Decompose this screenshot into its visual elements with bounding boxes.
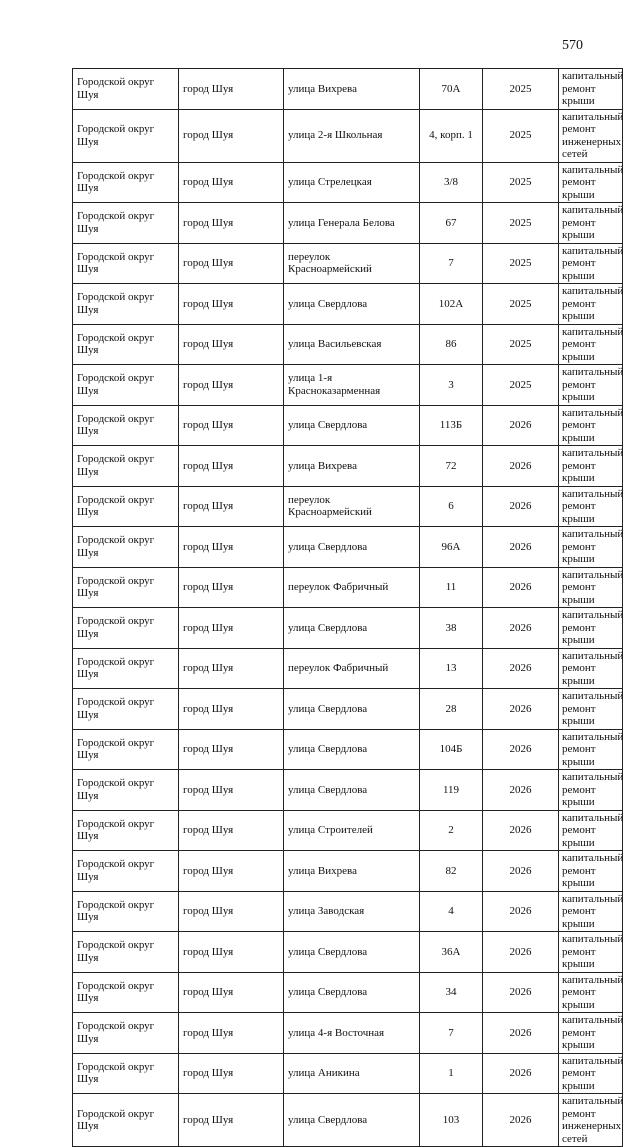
house-number-cell: 82: [420, 851, 483, 892]
house-number-cell: 6: [420, 486, 483, 527]
city-cell: город Шуя: [179, 567, 284, 608]
district-cell: Городской округ Шуя: [73, 324, 179, 365]
table-row: [73, 284, 623, 325]
district-cell: Городской округ Шуя: [73, 972, 179, 1013]
house-number-cell: 102А: [420, 284, 483, 325]
table-row: [73, 162, 623, 203]
district-cell: Городской округ Шуя: [73, 1013, 179, 1054]
table-row: [73, 365, 623, 406]
city-cell: город Шуя: [179, 243, 284, 284]
district-cell: Городской округ Шуя: [73, 203, 179, 244]
street-cell: улица Заводская: [284, 891, 420, 932]
city-cell: город Шуя: [179, 689, 284, 730]
street-cell: улица Вихрева: [284, 69, 420, 110]
work-type-cell: капитальный ремонт инженерных сетей: [559, 1094, 623, 1147]
city-cell: город Шуя: [179, 486, 284, 527]
district-cell: Городской округ Шуя: [73, 891, 179, 932]
page-number: 570: [562, 38, 583, 53]
work-type-cell: капитальный ремонт крыши: [559, 324, 623, 365]
city-cell: город Шуя: [179, 527, 284, 568]
city-cell: город Шуя: [179, 729, 284, 770]
year-cell: 2026: [483, 527, 559, 568]
district-cell: Городской округ Шуя: [73, 1053, 179, 1094]
table-row: [73, 608, 623, 649]
street-cell: улица Свердлова: [284, 932, 420, 973]
city-cell: город Шуя: [179, 203, 284, 244]
house-number-cell: 38: [420, 608, 483, 649]
house-number-cell: 86: [420, 324, 483, 365]
repair-schedule-table: [72, 68, 623, 1147]
table-row: [73, 770, 623, 811]
year-cell: 2026: [483, 1094, 559, 1147]
street-cell: переулок Фабричный: [284, 567, 420, 608]
district-cell: Городской округ Шуя: [73, 608, 179, 649]
city-cell: город Шуя: [179, 69, 284, 110]
street-cell: переулок Фабричный: [284, 648, 420, 689]
city-cell: город Шуя: [179, 109, 284, 162]
district-cell: Городской округ Шуя: [73, 851, 179, 892]
city-cell: город Шуя: [179, 446, 284, 487]
house-number-cell: 113Б: [420, 405, 483, 446]
house-number-cell: 2: [420, 810, 483, 851]
city-cell: город Шуя: [179, 324, 284, 365]
table-row: [73, 891, 623, 932]
year-cell: 2026: [483, 851, 559, 892]
table-row: [73, 324, 623, 365]
work-type-cell: капитальный ремонт крыши: [559, 243, 623, 284]
year-cell: 2025: [483, 69, 559, 110]
house-number-cell: 104Б: [420, 729, 483, 770]
street-cell: улица Свердлова: [284, 972, 420, 1013]
table-row: [73, 972, 623, 1013]
house-number-cell: 13: [420, 648, 483, 689]
house-number-cell: 28: [420, 689, 483, 730]
year-cell: 2026: [483, 446, 559, 487]
district-cell: Городской округ Шуя: [73, 932, 179, 973]
work-type-cell: капитальный ремонт крыши: [559, 608, 623, 649]
table-row: [73, 810, 623, 851]
city-cell: город Шуя: [179, 162, 284, 203]
work-type-cell: капитальный ремонт крыши: [559, 810, 623, 851]
street-cell: улица Стрелецкая: [284, 162, 420, 203]
table-row: [73, 446, 623, 487]
work-type-cell: капитальный ремонт крыши: [559, 162, 623, 203]
table-row: [73, 1053, 623, 1094]
house-number-cell: 67: [420, 203, 483, 244]
year-cell: 2026: [483, 486, 559, 527]
street-cell: улица Вихрева: [284, 446, 420, 487]
district-cell: Городской округ Шуя: [73, 1094, 179, 1147]
year-cell: 2026: [483, 689, 559, 730]
table-row: [73, 689, 623, 730]
table-row: [73, 1094, 623, 1147]
house-number-cell: 96А: [420, 527, 483, 568]
street-cell: улица Свердлова: [284, 770, 420, 811]
year-cell: 2025: [483, 284, 559, 325]
district-cell: Городской округ Шуя: [73, 729, 179, 770]
work-type-cell: капитальный ремонт крыши: [559, 891, 623, 932]
house-number-cell: 3/8: [420, 162, 483, 203]
year-cell: 2026: [483, 729, 559, 770]
street-cell: улица Генерала Белова: [284, 203, 420, 244]
year-cell: 2026: [483, 891, 559, 932]
house-number-cell: 7: [420, 243, 483, 284]
year-cell: 2025: [483, 162, 559, 203]
work-type-cell: капитальный ремонт крыши: [559, 486, 623, 527]
street-cell: улица Свердлова: [284, 729, 420, 770]
house-number-cell: 4: [420, 891, 483, 932]
work-type-cell: капитальный ремонт крыши: [559, 972, 623, 1013]
district-cell: Городской округ Шуя: [73, 284, 179, 325]
work-type-cell: капитальный ремонт крыши: [559, 932, 623, 973]
district-cell: Городской округ Шуя: [73, 69, 179, 110]
house-number-cell: 103: [420, 1094, 483, 1147]
year-cell: 2026: [483, 405, 559, 446]
street-cell: улица Свердлова: [284, 608, 420, 649]
work-type-cell: капитальный ремонт крыши: [559, 851, 623, 892]
table-row: [73, 729, 623, 770]
table-row: [73, 69, 623, 110]
street-cell: улица Свердлова: [284, 405, 420, 446]
year-cell: 2026: [483, 648, 559, 689]
work-type-cell: капитальный ремонт крыши: [559, 203, 623, 244]
street-cell: улица Свердлова: [284, 1094, 420, 1147]
table-row: [73, 567, 623, 608]
work-type-cell: капитальный ремонт крыши: [559, 446, 623, 487]
city-cell: город Шуя: [179, 1013, 284, 1054]
city-cell: город Шуя: [179, 648, 284, 689]
table-row: [73, 203, 623, 244]
city-cell: город Шуя: [179, 891, 284, 932]
city-cell: город Шуя: [179, 932, 284, 973]
work-type-cell: капитальный ремонт крыши: [559, 567, 623, 608]
city-cell: город Шуя: [179, 1094, 284, 1147]
work-type-cell: капитальный ремонт крыши: [559, 1053, 623, 1094]
district-cell: Городской округ Шуя: [73, 109, 179, 162]
house-number-cell: 70А: [420, 69, 483, 110]
table-body: [73, 69, 623, 1147]
house-number-cell: 7: [420, 1013, 483, 1054]
year-cell: 2025: [483, 109, 559, 162]
city-cell: город Шуя: [179, 284, 284, 325]
table-row: [73, 486, 623, 527]
house-number-cell: 72: [420, 446, 483, 487]
district-cell: Городской округ Шуя: [73, 770, 179, 811]
district-cell: Городской округ Шуя: [73, 365, 179, 406]
house-number-cell: 4, корп. 1: [420, 109, 483, 162]
street-cell: улица Свердлова: [284, 284, 420, 325]
street-cell: улица Свердлова: [284, 527, 420, 568]
district-cell: Городской округ Шуя: [73, 243, 179, 284]
district-cell: Городской округ Шуя: [73, 689, 179, 730]
city-cell: город Шуя: [179, 1053, 284, 1094]
city-cell: город Шуя: [179, 972, 284, 1013]
year-cell: 2026: [483, 1053, 559, 1094]
house-number-cell: 34: [420, 972, 483, 1013]
work-type-cell: капитальный ремонт инженерных сетей: [559, 109, 623, 162]
work-type-cell: капитальный ремонт крыши: [559, 69, 623, 110]
table-row: [73, 405, 623, 446]
work-type-cell: капитальный ремонт крыши: [559, 729, 623, 770]
table-row: [73, 648, 623, 689]
table-row: [73, 932, 623, 973]
year-cell: 2025: [483, 365, 559, 406]
table-row: [73, 1013, 623, 1054]
city-cell: город Шуя: [179, 851, 284, 892]
house-number-cell: 11: [420, 567, 483, 608]
district-cell: Городской округ Шуя: [73, 486, 179, 527]
table-row: [73, 527, 623, 568]
work-type-cell: капитальный ремонт крыши: [559, 648, 623, 689]
work-type-cell: капитальный ремонт крыши: [559, 365, 623, 406]
table-row: [73, 243, 623, 284]
street-cell: улица Вихрева: [284, 851, 420, 892]
district-cell: Городской округ Шуя: [73, 567, 179, 608]
house-number-cell: 3: [420, 365, 483, 406]
street-cell: улица Строителей: [284, 810, 420, 851]
street-cell: улица 2-я Школьная: [284, 109, 420, 162]
house-number-cell: 1: [420, 1053, 483, 1094]
year-cell: 2026: [483, 972, 559, 1013]
work-type-cell: капитальный ремонт крыши: [559, 1013, 623, 1054]
street-cell: улица 4-я Восточная: [284, 1013, 420, 1054]
work-type-cell: капитальный ремонт крыши: [559, 405, 623, 446]
district-cell: Городской округ Шуя: [73, 527, 179, 568]
district-cell: Городской округ Шуя: [73, 162, 179, 203]
street-cell: переулок Красноармейский: [284, 243, 420, 284]
house-number-cell: 36А: [420, 932, 483, 973]
work-type-cell: капитальный ремонт крыши: [559, 284, 623, 325]
year-cell: 2025: [483, 324, 559, 365]
district-cell: Городской округ Шуя: [73, 810, 179, 851]
year-cell: 2025: [483, 203, 559, 244]
year-cell: 2026: [483, 932, 559, 973]
street-cell: улица Васильевская: [284, 324, 420, 365]
street-cell: улица Свердлова: [284, 689, 420, 730]
year-cell: 2026: [483, 1013, 559, 1054]
street-cell: улица 1-я Красноказарменная: [284, 365, 420, 406]
city-cell: город Шуя: [179, 770, 284, 811]
year-cell: 2026: [483, 567, 559, 608]
house-number-cell: 119: [420, 770, 483, 811]
year-cell: 2026: [483, 770, 559, 811]
street-cell: переулок Красноармейский: [284, 486, 420, 527]
year-cell: 2026: [483, 810, 559, 851]
year-cell: 2025: [483, 243, 559, 284]
district-cell: Городской округ Шуя: [73, 446, 179, 487]
street-cell: улица Аникина: [284, 1053, 420, 1094]
work-type-cell: капитальный ремонт крыши: [559, 689, 623, 730]
district-cell: Городской округ Шуя: [73, 648, 179, 689]
year-cell: 2026: [483, 608, 559, 649]
table-row: [73, 109, 623, 162]
table-row: [73, 851, 623, 892]
district-cell: Городской округ Шуя: [73, 405, 179, 446]
city-cell: город Шуя: [179, 365, 284, 406]
city-cell: город Шуя: [179, 608, 284, 649]
work-type-cell: капитальный ремонт крыши: [559, 527, 623, 568]
work-type-cell: капитальный ремонт крыши: [559, 770, 623, 811]
city-cell: город Шуя: [179, 405, 284, 446]
city-cell: город Шуя: [179, 810, 284, 851]
